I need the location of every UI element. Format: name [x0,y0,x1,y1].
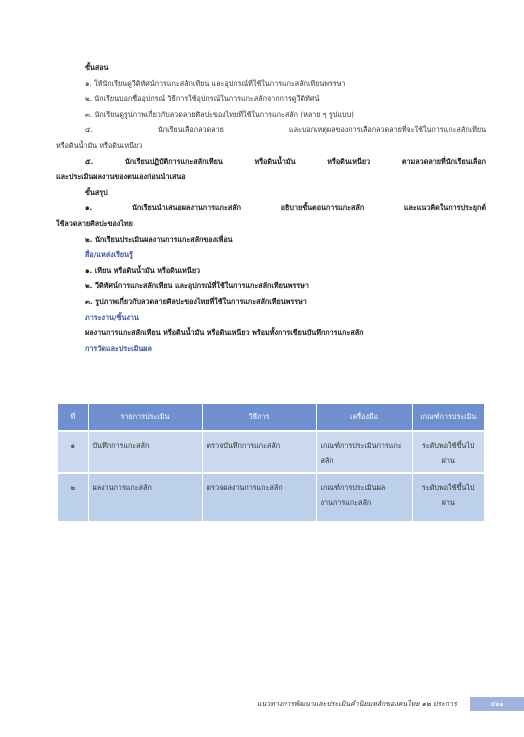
table-row [58,431,484,473]
table-cell: ๒ [58,473,88,521]
step-line: ๔. นักเรียนเลือกลวดลาย และบอกเหตุผลของการเลือกลวดลายที่จะใช้ในการแกะสลักเทียน [85,125,486,135]
table-cell: เกณฑ์การประเมินการแกะสลัก [316,431,412,473]
section-heading-summary: ขั้นสรุป [85,187,108,197]
table-header-cell: วิธีการ [202,404,316,431]
table-header-row [58,404,484,431]
assessment-table [58,404,484,521]
table-cell: ตรวจผลงานการแกะสลัก [202,473,316,521]
document-body [56,60,486,356]
table-header-cell: เครื่องมือ [316,404,412,431]
table-row [58,473,484,521]
step-line-continued: ใช้ลวดลายศิลปะของไทย [56,218,133,228]
table-cell: ผลงานการแกะสลัก [88,473,202,521]
task-line: ผลงานการแกะสลักเทียน หรือดินน้ำมัน หรือดินเหนียว พร้อมทั้งการเขียนบันทึกการแกะสลัก [85,328,364,338]
section-heading-tasks: ภาระงาน/ชิ้นงาน [85,312,139,322]
media-item: ๑. เทียน หรือดินน้ำมัน หรือดินเหนียว [85,265,201,275]
section-heading-media: สื่อ/แหล่งเรียนรู้ [85,250,133,260]
media-item: ๓. รูปภาพเกี่ยวกับลวดลายศิลปะของไทยที่ใช้ในการแกะสลักเทียนพรรษา [85,296,307,306]
section-heading-assessment: การวัดและประเมินผล [85,343,152,353]
table-cell: ๑ [58,431,88,473]
step-line: ๓. นักเรียนดูรูปภาพเกี่ยวกับลวดลายศิลปะของไทยที่ใช้ในการแกะสลัก (หลาย ๆ รูปแบบ) [85,109,354,119]
step-line-continued: หรือดินน้ำมัน หรือดินเหนียว [56,140,143,150]
section-heading-teaching: ขั้นสอน [85,63,109,72]
footer-title: แนวทางการพัฒนาและประเมินคำนิยมหลักของคนไทย ๑๒ ประการ [257,700,457,708]
table-cell: บันทึกการแกะสลัก [88,431,202,473]
table-header-cell: ที่ [58,404,88,431]
table-header-cell: เกณฑ์การประเมิน [412,404,484,431]
table-cell: ระดับพอใช้ขึ้นไปผ่าน [412,473,484,521]
table-cell: ระดับพอใช้ขึ้นไปผ่าน [412,431,484,473]
step-line: ๑. ให้นักเรียนดูวีดิทัศน์การแกะสลักเทียน และอุปกรณ์ที่ใช้ในการแกะสลักเทียนพรรษา [85,78,346,88]
step-line: ๕. นักเรียนปฏิบัติการแกะสลักเทียน หรือดินน้ำมัน หรือดินเหนียว ตามลวดลายที่นักเรียนเลือก [85,156,486,166]
step-line-continued: และประเมินผลงานของตนเองก่อนนำเสนอ [56,172,186,182]
table-header-cell: รายการประเมิน [88,404,202,431]
page-number-tab: ๕๒๑ [470,697,524,711]
table-cell: ตรวจบันทึกการแกะสลัก [202,431,316,473]
step-line: ๑. นักเรียนนำเสนอผลงานการแกะสลัก อธิบายขั้นตอนการแกะสลัก และแนวคิดในการประยุกต์ [85,203,486,213]
table-cell: เกณฑ์การประเมินผลงานการแกะสลัก [316,473,412,521]
step-line: ๒. นักเรียนประเมินผลงานการแกะสลักของเพื่อน [85,234,233,244]
step-line: ๒. นักเรียนบอกชื่ออุปกรณ์ วิธีการใช้อุปกรณ์ในการแกะสลักจากการดูวีดิทัศน์ [85,94,320,104]
media-item: ๒. วีดิทัศน์การแกะสลักเทียน และอุปกรณ์ที่ใช้ในการแกะสลักเทียนพรรษา [85,281,309,291]
